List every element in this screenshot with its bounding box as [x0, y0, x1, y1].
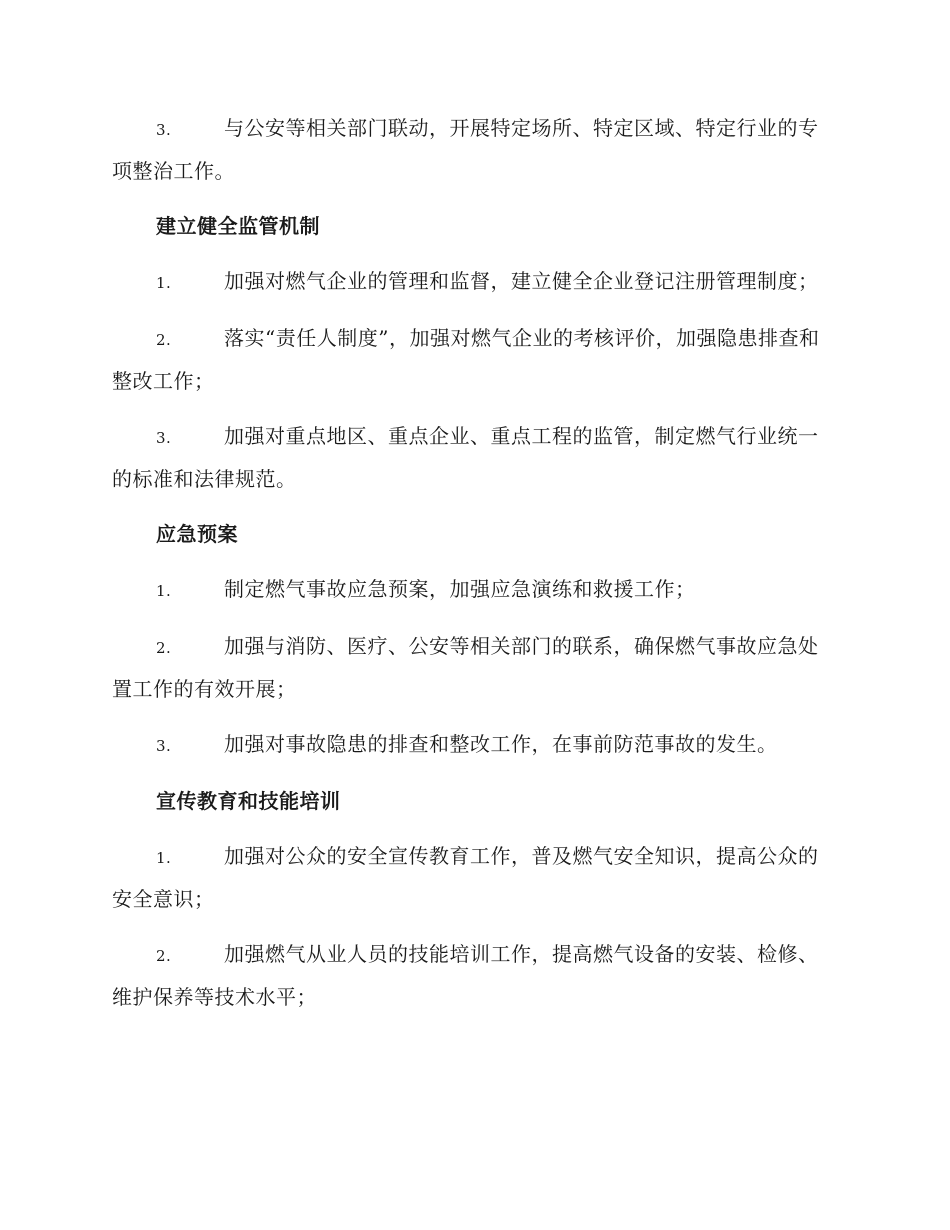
item-number: 1.: [156, 582, 172, 600]
list-item: [112, 626, 836, 710]
item-number: 2.: [156, 639, 172, 657]
list-item: [112, 318, 836, 402]
item-text: 制定燃气事故应急预案，加强应急演练和救援工作；: [224, 577, 696, 601]
section-heading: 宣传教育和技能培训: [156, 789, 341, 813]
item-text: 加强与消防、医疗、公安等相关部门的联系，确保燃气事故应急处置工作的有效开展；: [112, 634, 819, 701]
item-number: 1.: [156, 274, 172, 292]
list-item: [112, 416, 836, 500]
item-number: 3.: [156, 121, 172, 139]
item-text: 落实“责任人制度”，加强对燃气企业的考核评价，加强隐患排查和整改工作；: [112, 326, 820, 393]
item-text: 与公安等相关部门联动，开展特定场所、特定区域、特定行业的专项整治工作。: [112, 116, 819, 183]
item-text: 加强对重点地区、重点企业、重点工程的监管，制定燃气行业统一的标准和法律规范。: [112, 424, 819, 491]
list-item: [112, 724, 836, 767]
list-item: [112, 261, 836, 304]
list-item: [112, 108, 836, 192]
document-body: [112, 108, 836, 1032]
item-text: 加强对事故隐患的排查和整改工作，在事前防范事故的发生。: [224, 732, 778, 756]
item-text: 加强对公众的安全宣传教育工作，普及燃气安全知识，提高公众的安全意识；: [112, 844, 819, 911]
item-number: 2.: [156, 947, 172, 965]
list-item: [112, 569, 836, 612]
list-item: [112, 836, 836, 920]
item-number: 3.: [156, 737, 172, 755]
item-text: 加强对燃气企业的管理和监督，建立健全企业登记注册管理制度；: [224, 269, 819, 293]
item-text: 加强燃气从业人员的技能培训工作，提高燃气设备的安装、检修、维护保养等技术水平；: [112, 942, 819, 1009]
section-heading: 建立健全监管机制: [156, 214, 320, 238]
list-item: [112, 934, 836, 1018]
item-number: 3.: [156, 429, 172, 447]
item-number: 2.: [156, 331, 172, 349]
item-number: 1.: [156, 849, 172, 867]
section-heading: 应急预案: [156, 522, 238, 546]
